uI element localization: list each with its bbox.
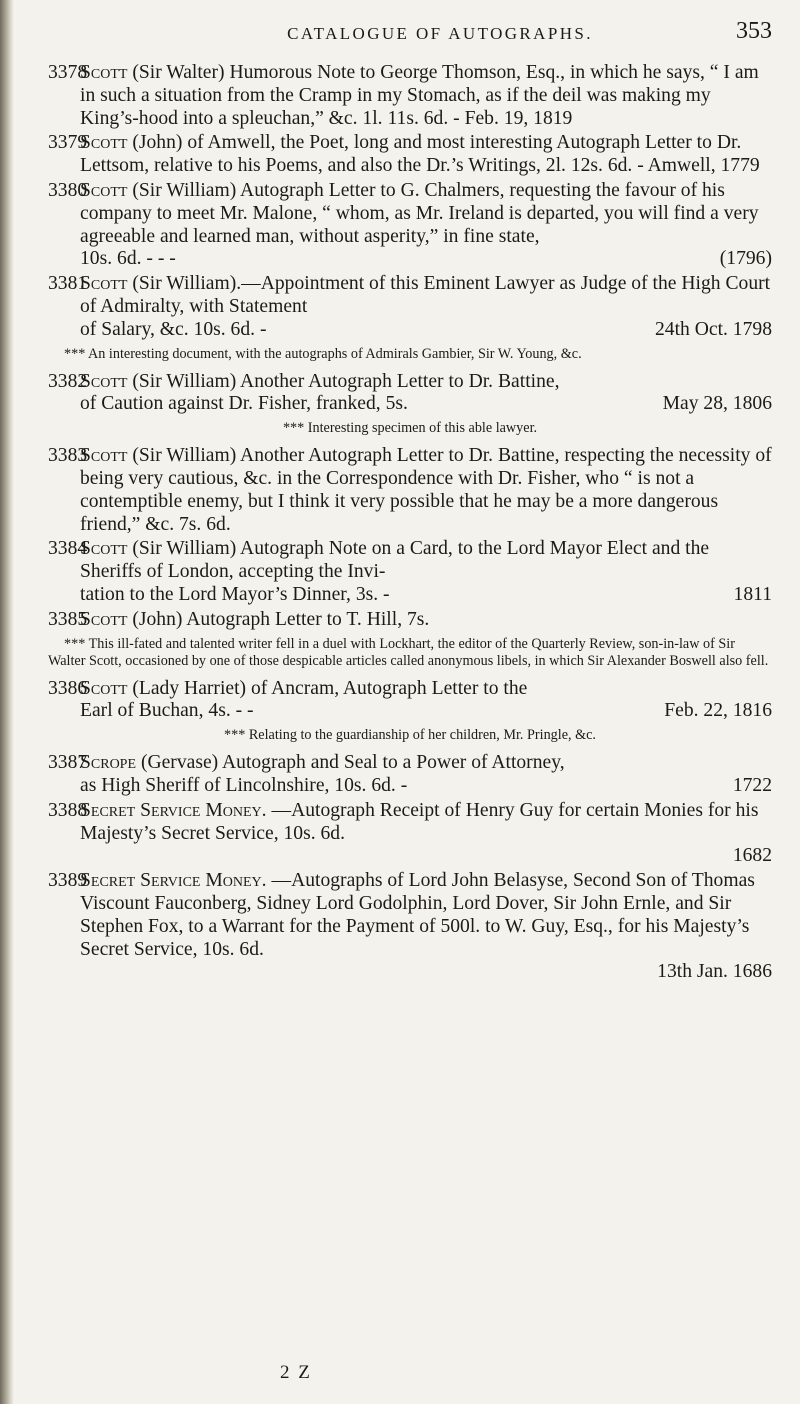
entries-list — [48, 62, 772, 984]
entry-number: 3388 — [48, 799, 88, 821]
entry-number: 3379 — [48, 132, 88, 154]
entry-date: 24th Oct. 1798 — [654, 318, 772, 340]
entry-description: (Sir Walter) Humorous Note to George Thomson, Esq., in which he says, “ I am in such a situation from the Cramp in my Stomach, as if the deil was making my King’s-hood into a spleuchan,” &c. 1l. 11s. 6d. - — [80, 62, 759, 129]
entry-description: (Gervase) Autograph and Seal to a Power of Attorney, — [140, 752, 565, 774]
entry-number: 3384 — [48, 538, 88, 560]
catalogue-entry — [48, 132, 772, 178]
running-head — [48, 0, 772, 46]
catalogue-entry — [48, 800, 772, 868]
entry-last-line — [80, 584, 772, 607]
entry-name: Secret Service Money. — [80, 799, 267, 821]
entry-note: *** An interesting document, with the autographs of Admirals Gambier, Sir W. Young, &c. — [64, 345, 582, 362]
entry-text — [80, 678, 772, 701]
entry-number: 3381 — [48, 273, 88, 295]
entry-description: (Sir William).—Appointment of this Eminent Lawyer as Judge of the High Court of Admiralty, with Statement — [80, 273, 771, 317]
entry-number: 3380 — [48, 179, 88, 201]
entry-name: Scott — [80, 132, 128, 154]
entry-text — [80, 609, 772, 632]
entry-note: *** Interesting specimen of this able lawyer. — [282, 420, 538, 437]
entry-text — [80, 132, 772, 178]
entry-date: Feb. 19, 1819 — [464, 107, 573, 129]
entry-name: Scott — [80, 608, 128, 630]
entry-last-line — [80, 393, 772, 416]
entry-last-line — [80, 319, 772, 342]
catalogue-entry — [48, 870, 772, 984]
entry-text — [80, 538, 772, 584]
entry-description: (Sir William) Autograph Note on a Card, to the Lord Mayor Elect and the Sheriffs of London, accepting the Invi- — [80, 538, 710, 583]
entry-name: Scott — [80, 273, 128, 295]
entry-date: 1722 — [732, 774, 772, 796]
entry-name: Scott — [80, 370, 128, 392]
entry-note: *** Relating to the guardianship of her children, Mr. Pringle, &c. — [224, 727, 596, 744]
entry-price: tation to the Lord Mayor’s Dinner, 3s. - — [80, 583, 390, 605]
catalogue-entry — [48, 371, 772, 417]
page-edge-shadow — [0, 0, 14, 1404]
signature-mark: 2 Z — [280, 1362, 312, 1383]
entry-price: of Caution against Dr. Fisher, franked, 5s. — [80, 393, 408, 415]
entry-number: 3387 — [48, 752, 88, 774]
entry-price: 10s. 6d. - - - — [80, 248, 176, 270]
entry-date: (1796) — [719, 248, 772, 270]
entry-number: 3383 — [48, 445, 88, 467]
entry-description: (Sir William) Autograph Letter to G. Chalmers, requesting the favour of his company to meet Mr. Malone, “ whom, as Mr. Ireland is departed, you will find a very agreeable and learned man, without asperity,” in fine state, — [80, 179, 759, 247]
entry-price: Earl of Buchan, 4s. - - — [80, 700, 254, 722]
catalogue-entry — [48, 445, 772, 536]
entry-date: May 28, 1806 — [662, 393, 772, 415]
entry-number: 3389 — [48, 870, 88, 892]
entry-text — [80, 870, 772, 961]
entry-note: *** This ill-fated and talented writer fell in a duel with Lockhart, the editor of the Quarterly Review, son-in-law of Sir Walter Scott, occasioned by one of those despicable articles called anonymous libels, in which Sir Alexander Boswell also fell. — [48, 635, 769, 669]
entry-description: —Autograph Receipt of Henry Guy for certain Monies for his Majesty’s Secret Service, 10s. 6d. — [80, 799, 759, 844]
catalogue-entry — [48, 538, 772, 606]
catalogue-entry — [48, 609, 772, 632]
entry-description: (Sir William) Another Autograph Letter to Dr. Battine, — [132, 370, 560, 392]
running-title: CATALOGUE OF AUTOGRAPHS. — [287, 24, 593, 43]
catalogue-entry — [48, 62, 772, 130]
entry-date: 13th Jan. 1686 — [657, 961, 772, 983]
entry-description: —Autographs of Lord John Belasyse, Second Son of Thomas Viscount Fauconberg, Sidney Lord Godolphin, Lord Dover, Sir John Ernle, and Sir Stephen Fox, to a Warrant for the Payment of 500l. to W. Guy, Esq., for his Majesty’s Secret Service, 10s. 6d. — [80, 870, 755, 960]
entry-price: as High Sheriff of Lincolnshire, 10s. 6d. - — [80, 774, 408, 796]
catalogue-entry — [48, 752, 772, 798]
catalogue-entry — [48, 273, 772, 341]
entry-name: Scott — [80, 62, 128, 83]
entry-last-line — [80, 248, 772, 271]
entry-name: Scott — [80, 179, 128, 201]
catalogue-entry — [48, 180, 772, 271]
entry-date: 1682 — [732, 845, 772, 867]
entry-text — [80, 371, 772, 394]
entry-description: (Lady Harriet) of Ancram, Autograph Letter to the — [132, 677, 528, 699]
entry-text — [80, 180, 772, 248]
entry-name: Scott — [80, 538, 128, 560]
entry-name: Scott — [80, 445, 128, 467]
entry-number: 3378 — [48, 62, 88, 83]
entry-text — [80, 800, 772, 846]
entry-text — [80, 273, 772, 319]
entry-date: Amwell, 1779 — [647, 155, 760, 177]
catalogue-entry — [48, 678, 772, 724]
entry-text — [80, 445, 772, 536]
entry-last-line — [80, 700, 772, 723]
entry-text — [80, 62, 772, 130]
entry-description: (Sir William) Another Autograph Letter to Dr. Battine, respecting the necessity of being very cautious, &c. in the Correspondence with Dr. Fisher, who “ is not a contemptible enemy, but I think it very possible that he may be a more dangerous friend,” &c. 7s. 6d. — [80, 445, 772, 535]
catalogue-page — [48, 0, 772, 986]
entry-text — [80, 752, 772, 775]
entry-date: Feb. 22, 1816 — [664, 700, 772, 722]
entry-number: 3386 — [48, 677, 88, 699]
entry-date: 1811 — [733, 583, 772, 605]
entry-description: (John) of Amwell, the Poet, long and most interesting Autograph Letter to Dr. Lettsom, relative to his Poems, and also the Dr.’s Writings, 2l. 12s. 6d. - — [80, 132, 742, 177]
entry-price: of Salary, &c. 10s. 6d. - — [80, 318, 267, 340]
entry-name: Scrope — [80, 752, 137, 774]
entry-last-line — [80, 775, 772, 798]
entry-number: 3385 — [48, 608, 88, 630]
entry-name: Secret Service Money. — [80, 870, 267, 892]
entry-name: Scott — [80, 677, 128, 699]
entry-number: 3382 — [48, 370, 88, 392]
page-number: 353 — [736, 18, 772, 44]
entry-description: (John) Autograph Letter to T. Hill, 7s. — [132, 608, 430, 630]
